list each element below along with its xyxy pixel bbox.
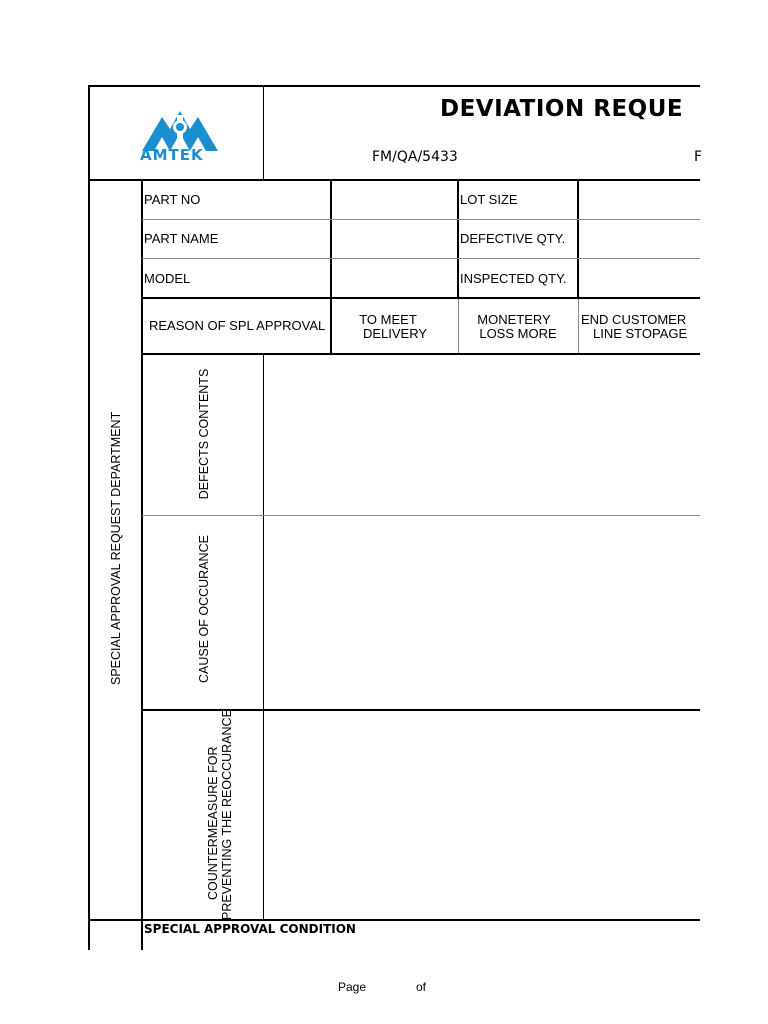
countermeasure-label: [206, 710, 236, 920]
logo-divider: [263, 86, 264, 179]
reason-option-monetary-line2: LOSS MORE: [479, 326, 557, 341]
grid-col-1: [330, 180, 332, 354]
row-line-4: [142, 353, 700, 355]
reason-option-delivery-line2: DELIVERY: [362, 326, 428, 341]
reason-option-delivery-line1: TO MEET: [359, 312, 417, 327]
special-approval-condition-label: SPECIAL APPROVAL CONDITION: [144, 922, 356, 936]
countermeasure-line2: PREVENTING THE REOCCURANCE: [220, 709, 234, 920]
defective-qty-label: DEFECTIVE QTY.: [460, 231, 566, 246]
department-label: SPECIAL APPROVAL REQUEST DEPARTMENT: [109, 411, 123, 685]
lot-size-label: LOT SIZE: [460, 192, 518, 207]
reason-option-monetary-line1: MONETERY: [477, 312, 551, 327]
defects-contents-label: DEFECTS CONTENTS: [197, 368, 211, 500]
grid-col-2: [457, 180, 459, 298]
form-code-right: F: [694, 149, 703, 165]
model-label: MODEL: [144, 271, 191, 286]
part-no-label: PART NO: [144, 192, 201, 207]
of-label: of: [416, 980, 427, 994]
form-title: DEVIATION REQUE: [440, 96, 684, 122]
cause-of-occurrence-label: CAUSE OF OCCURANCE: [197, 535, 211, 683]
form-code: FM/QA/5433: [372, 149, 458, 165]
row-line-1: [142, 219, 700, 220]
section-line-1: [142, 515, 700, 516]
row-line-3: [142, 297, 700, 299]
inspected-qty-label: INSPECTED QTY.: [460, 271, 567, 286]
reason-option-delivery: [334, 313, 456, 341]
border-left: [88, 85, 90, 950]
reason-option-line-stoppage: [581, 313, 687, 341]
grid-col-3: [577, 180, 579, 298]
page-label: Page: [338, 980, 367, 994]
company-name: AMTEK: [140, 146, 204, 164]
reason-label: REASON OF SPL APPROVAL: [149, 318, 326, 333]
section-label-divider: [263, 354, 264, 920]
header-bottom-line: [88, 179, 700, 181]
row-line-2: [142, 258, 700, 259]
grid-col-3-lower: [578, 298, 579, 354]
part-name-label: PART NAME: [144, 231, 219, 246]
border-top: [88, 85, 700, 87]
department-column-divider: [141, 180, 143, 950]
reason-option-monetary-loss: [459, 313, 577, 341]
countermeasure-line1: COUNTERMEASURE FOR: [206, 746, 220, 900]
reason-option-stoppage-line2: LINE STOPAGE: [593, 326, 688, 341]
reason-option-stoppage-line1: END CUSTOMER: [581, 312, 687, 327]
section-line-3: [88, 919, 700, 921]
